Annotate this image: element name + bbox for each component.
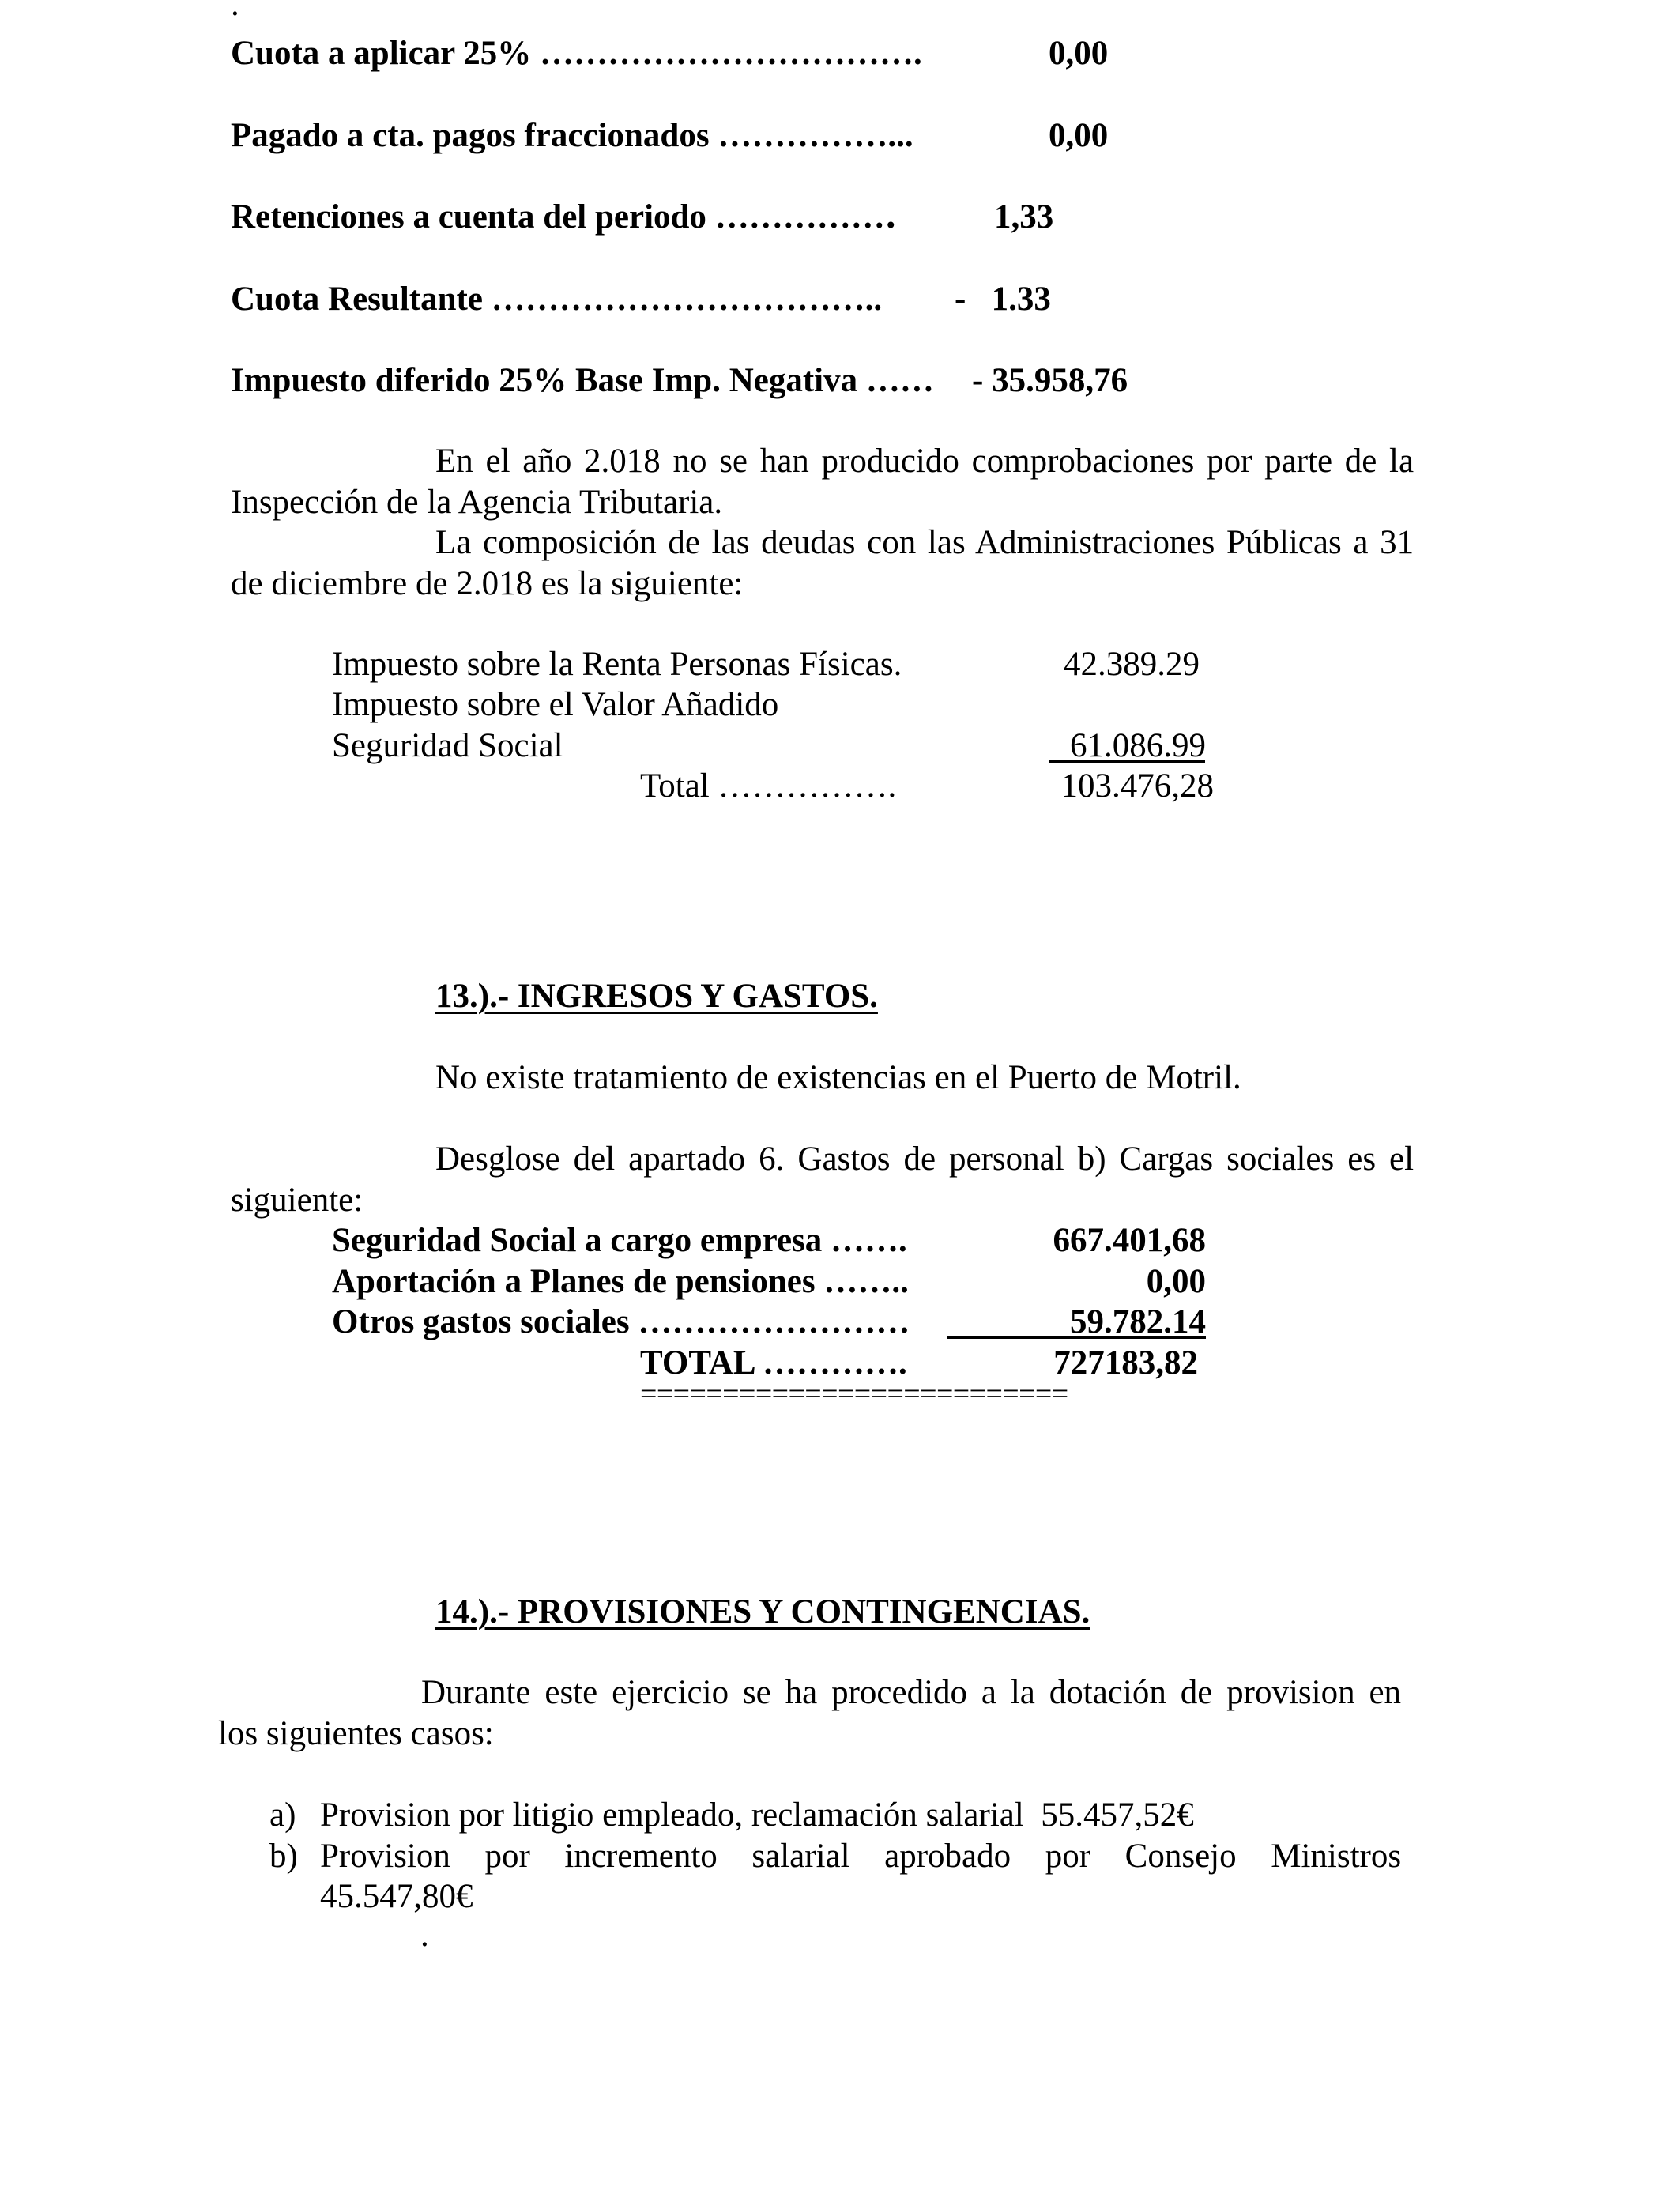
word: La <box>435 524 472 561</box>
word: el <box>485 443 510 480</box>
list-item-line1 <box>320 1836 1401 1877</box>
list-item-line2: 45.547,80€ <box>320 1878 473 1915</box>
cargas-total-label: TOTAL <box>640 1344 755 1382</box>
word: de <box>903 1140 936 1178</box>
section-14-intro-line1 <box>421 1672 1401 1713</box>
tax-line-cuota <box>231 33 922 74</box>
word: dotación <box>1049 1674 1166 1711</box>
cargas-row <box>332 1220 907 1261</box>
word: Ministros <box>1271 1838 1402 1875</box>
word: las <box>711 524 750 561</box>
cargas-row-value: 59.782.14 <box>1070 1303 1206 1340</box>
word: ejercicio <box>612 1674 729 1711</box>
word: composición <box>483 524 657 561</box>
word: comprobaciones <box>971 443 1195 480</box>
word: las <box>927 524 966 561</box>
section-13-title: 13.).- INGRESOS Y GASTOS. <box>435 978 878 1015</box>
tax-line-value: 0,00 <box>1049 35 1109 72</box>
cargas-subtotal-rule <box>947 1336 1206 1339</box>
word: producido <box>821 443 959 480</box>
debts-subtotal-rule <box>1049 760 1205 763</box>
word: apartado <box>628 1140 746 1178</box>
word: de <box>1344 443 1377 480</box>
word: Administraciones <box>974 524 1215 561</box>
tax-line-impuesto-diferido <box>231 360 934 401</box>
tax-line-dots: ……………... <box>718 117 913 154</box>
tax-line-dots: ……………………………. <box>540 35 922 72</box>
word: Desglose <box>435 1140 560 1178</box>
word: el <box>1389 1140 1414 1178</box>
tax-line-dots: …………………………….. <box>491 281 883 318</box>
word: aprobado <box>884 1838 1011 1875</box>
top-dot: . <box>231 0 239 23</box>
debts-total-dots: ……………. <box>718 767 897 805</box>
word: personal <box>949 1140 1064 1178</box>
word: procedido <box>831 1674 968 1711</box>
word: este <box>544 1674 598 1711</box>
word: por <box>484 1838 530 1875</box>
section-13-para2-line1 <box>435 1139 1414 1180</box>
cargas-total-dots: …………. <box>762 1344 907 1382</box>
word: Durante <box>421 1674 531 1711</box>
debt-row-label: Impuesto sobre el Valor Añadido <box>332 686 779 723</box>
debt-row-value: 42.389.29 <box>1064 646 1200 683</box>
list-item: Provision por litigio empleado, reclamación salarial 55.457,52€ <box>320 1796 1194 1834</box>
tax-line-dots: …… <box>865 362 934 399</box>
word: 2.018 <box>584 443 661 480</box>
tax-line-value: 1,33 <box>994 198 1054 236</box>
list-item-marker: b) <box>269 1838 298 1875</box>
word: Consejo <box>1124 1838 1237 1875</box>
debts-total <box>640 766 896 807</box>
section-13-para1: No existe tratamiento de existencias en el Puerto de Motril. <box>435 1059 1241 1096</box>
word: del <box>573 1140 616 1178</box>
word: se <box>742 1674 771 1711</box>
word: provision <box>1226 1674 1355 1711</box>
cargas-row <box>332 1261 909 1302</box>
word: Públicas <box>1226 524 1342 561</box>
cargas-row-label: Aportación a Planes de pensiones <box>332 1263 816 1300</box>
word: en <box>1369 1674 1402 1711</box>
word: Cargas <box>1119 1140 1214 1178</box>
word: 6. <box>759 1140 785 1178</box>
debts-total-label: Total <box>640 767 710 805</box>
word: de <box>1180 1674 1213 1711</box>
para-comprobaciones-line2: Inspección de la Agencia Tributaria. <box>231 484 723 521</box>
word: se <box>719 443 748 480</box>
cargas-row-dots: …………………… <box>638 1303 910 1340</box>
cargas-double-rule: ========================== <box>640 1378 1068 1411</box>
word: por <box>1045 1838 1091 1875</box>
tax-line-label: Impuesto diferido 25% Base Imp. Negativa <box>231 362 858 399</box>
debts-total-value: 103.476,28 <box>1060 767 1214 805</box>
cargas-row-label: Otros gastos sociales <box>332 1303 630 1340</box>
word: a <box>981 1674 996 1711</box>
section-13-para2-line2: siguiente: <box>231 1182 363 1219</box>
cargas-row <box>332 1302 910 1343</box>
debt-row-value: 61.086.99 <box>1070 727 1206 764</box>
section-14-intro-line2: los siguientes casos: <box>218 1715 494 1752</box>
debt-row-label: Impuesto sobre la Renta Personas Físicas. <box>332 646 902 683</box>
para-composicion-line2: de diciembre de 2.018 es la siguiente: <box>231 565 744 602</box>
cargas-row-dots: ……. <box>831 1222 907 1259</box>
cargas-row-value: 667.401,68 <box>1053 1222 1206 1259</box>
tax-line-value: 0,00 <box>1049 117 1109 154</box>
word: deudas <box>761 524 856 561</box>
section-14-title: 14.).- PROVISIONES Y CONTINGENCIAS. <box>435 1593 1090 1630</box>
word: es <box>1347 1140 1377 1178</box>
cargas-total-value: 727183,82 <box>1053 1344 1198 1382</box>
tax-line-label: Retenciones a cuenta del periodo <box>231 198 706 236</box>
word: han <box>759 443 809 480</box>
word: En <box>435 443 473 480</box>
tax-line-dots: ……………․ <box>714 198 897 236</box>
word: año <box>522 443 572 480</box>
word: sociales <box>1226 1140 1335 1178</box>
word: salarial <box>751 1838 850 1875</box>
tax-line-cuota-resultante <box>231 279 882 320</box>
end-dot: . <box>420 1917 429 1954</box>
word: Gastos <box>797 1140 891 1178</box>
tax-line-value: - 35.958,76 <box>972 362 1128 399</box>
word: b) <box>1077 1140 1106 1178</box>
word: 31 <box>1380 524 1414 561</box>
word: la <box>1010 1674 1035 1711</box>
tax-line-label: Cuota Resultante <box>231 281 483 318</box>
word: a <box>1353 524 1369 561</box>
cargas-row-value: 0,00 <box>1146 1263 1206 1300</box>
word: ha <box>785 1674 818 1711</box>
debt-row-label: Seguridad Social <box>332 727 563 764</box>
cargas-row-dots: …….. <box>823 1263 909 1300</box>
word: por <box>1207 443 1252 480</box>
word: con <box>867 524 917 561</box>
word: incremento <box>564 1838 718 1875</box>
para-composicion-line1 <box>435 522 1414 564</box>
word: parte <box>1264 443 1333 480</box>
cargas-row-label: Seguridad Social a cargo empresa <box>332 1222 823 1259</box>
tax-line-retenciones <box>231 197 897 238</box>
word: no <box>672 443 707 480</box>
tax-line-label: Pagado a cta. pagos fraccionados <box>231 117 710 154</box>
word: Provision <box>320 1838 450 1875</box>
tax-line-label: Cuota a aplicar 25% <box>231 35 532 72</box>
word: la <box>1389 443 1414 480</box>
word: de <box>668 524 701 561</box>
para-comprobaciones-line1 <box>435 441 1414 482</box>
tax-line-pagado <box>231 115 913 156</box>
tax-line-value: - 1.33 <box>955 281 1051 318</box>
list-item-marker: a) <box>269 1796 296 1834</box>
